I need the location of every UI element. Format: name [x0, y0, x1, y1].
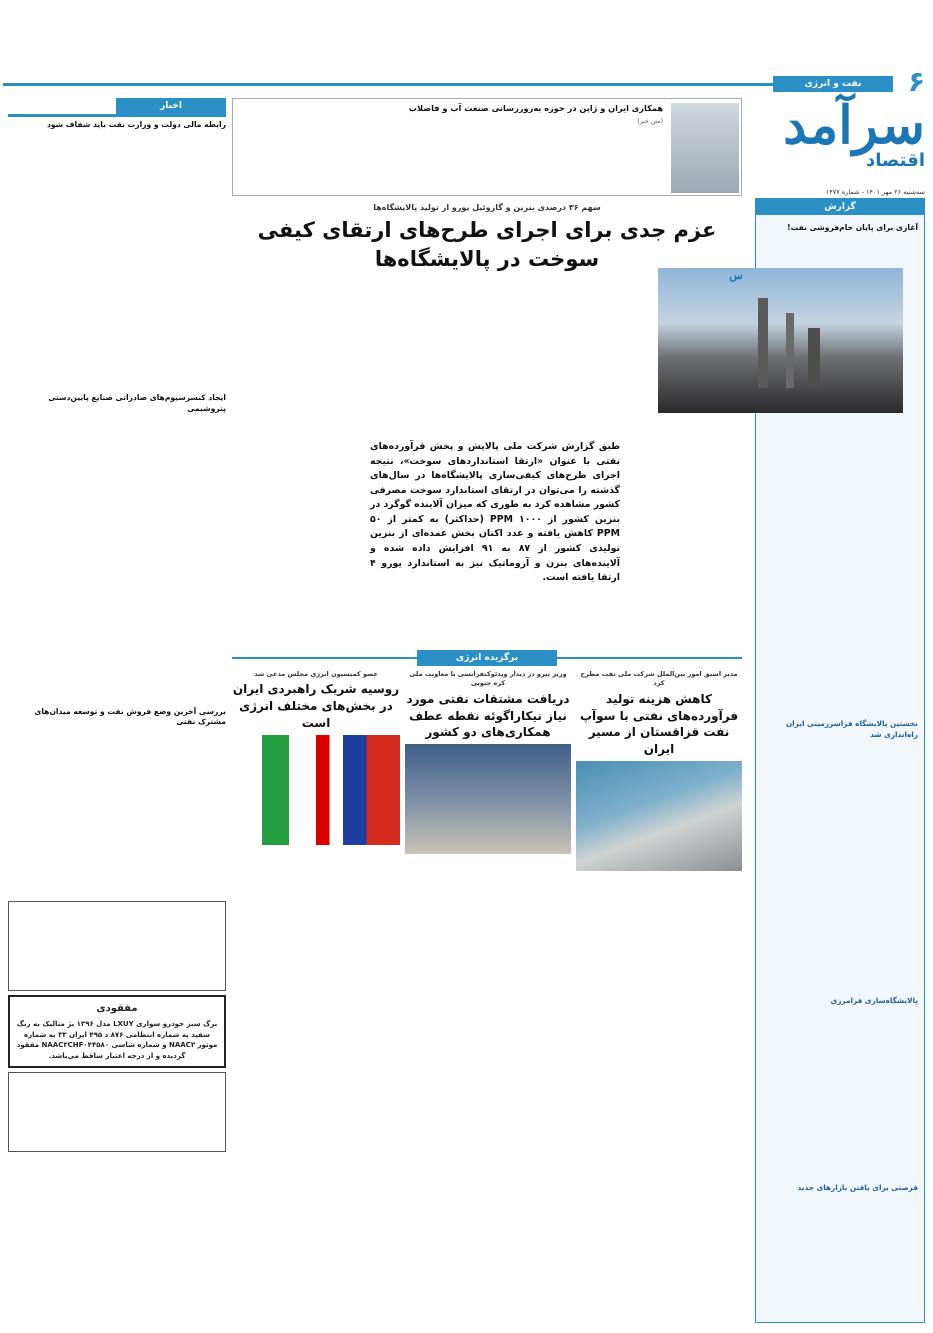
lost-notice-box: [8, 995, 226, 1068]
bottom-article-2-body: [405, 858, 571, 1333]
news-tag-rule: [8, 114, 226, 117]
bottom-article-3: [232, 670, 400, 1320]
news-item-2-title: ایجاد کنسرسیوم‌های صادراتی صنایع پایین‌دستی پتروشیمی: [48, 393, 226, 413]
report-body-2: [762, 742, 918, 992]
newspaper-logo: [755, 95, 925, 192]
bottom-article-1-body: [576, 875, 742, 1333]
logo-main-text: سرآمد: [783, 95, 925, 156]
bottom-article-1-kicker: مدیر اسبق امور بین‌الملل شرکت ملی نفت مطرح کرد: [580, 670, 738, 688]
main-story-kicker: سهم ۳۶ درصدی بنزین و گازوئیل یورو از تولید پالایشگاه‌ها: [373, 203, 601, 212]
report-body-4: [762, 1196, 918, 1333]
energy-picks-tag: برگزیده انرژی: [417, 650, 557, 666]
news-tag: اخبار: [116, 98, 226, 114]
video-conference-photo: [405, 744, 571, 854]
news-item-3-title: بررسی آخرین وضع فروش نفت و توسعه میدان‌های مشترک نفتی: [34, 706, 226, 726]
main-story-body-center: [370, 572, 620, 647]
header-rule: [3, 83, 773, 86]
logo-sub-text: اقتصاد: [865, 150, 925, 171]
main-story-body-right-2: [643, 440, 748, 645]
news-column: [8, 98, 226, 1323]
publisher-box: [8, 1072, 226, 1152]
news-item-1-title: رابطه مالی دولت و وزارت نفت باید شفاف شود: [46, 120, 226, 129]
bottom-article-1: [576, 670, 742, 1320]
main-story-lead: طبق گزارش شرکت ملی پالایش و پخش فرآورده‌های نفتی با عنوان «ارتقا استانداردهای سوخت»، نتیجه اجرای طرح‌های کیفی‌سازی پالایشگاه‌ها در سال‌های گذشته را می‌توان در ارتقای استاندارد سوخت مصرفی کشور مشاهده کرد به طوری که میزان آلاینده گوگرد در بنزین کشور از ۱۰۰۰ PPM (حداکثر) به کمتر از ۵۰ PPM کاهش یافته و عدد اکتان بخش عمده‌ای از بنزین تولیدی کشور از ۸۷ به ۹۱ افزایش داده شده و آلاینده‌های بنزن و آروماتیک نیز به استاندارد یورو ۴ ارتقا یافته است.: [370, 441, 621, 584]
bottom-article-3-headline: روسیه شریک راهبردی ایران در بخش‌های مختلف انرژی است: [232, 682, 400, 731]
bottom-article-2-headline: دریافت مشتقات نفتی مورد نیاز نیکاراگوئه نقطه عطف همکاری‌های دو کشور: [406, 691, 570, 740]
publication-mark-icon: س: [729, 269, 743, 282]
flags-photo: [232, 735, 400, 845]
report-title: آغازی برای پایان خام‌فروشی نفت!: [787, 223, 918, 232]
page-header-bar: [0, 60, 933, 98]
bottom-article-1-headline: کاهش هزینه تولید فرآورده‌های نفتی با سوآپ نفت قزاقستان از مسیر ایران: [579, 691, 739, 757]
page-number: ۶: [907, 65, 925, 98]
lost-notice-title: مفقودی: [96, 1003, 138, 1015]
report-body-3: [762, 1009, 918, 1179]
dateline: سه‌شنبه ۲۶ مهر ۱۴۰۱ - شماره ۱۴۷۷: [825, 188, 925, 196]
ad-box: [8, 901, 226, 991]
refinery-tower-shape: [786, 313, 794, 388]
news-item-2-body: [8, 416, 226, 704]
bottom-article-3-body: [232, 849, 400, 1329]
report-subhead-1: نخستین پالایشگاه فراسرزمینی ایران راه‌اندازی شد: [785, 719, 918, 739]
bottom-article-2: [405, 670, 571, 1320]
main-story-body-left: [232, 268, 382, 648]
news-item-1-body: [8, 132, 226, 390]
section-label: نفت و انرژی: [773, 76, 893, 92]
top-news-headline: همکاری ایران و ژاپن در حوزه به‌روزرسانی صنعت آب و فاضلاب: [408, 103, 663, 113]
main-story-headline: عزم جدی برای اجرای طرح‌های ارتقای کیفی سوخت در پالایشگاه‌ها: [257, 217, 717, 271]
report-subhead-2: پالایشگاه‌سازی فرامرزی: [830, 996, 918, 1006]
refinery-tower-shape: [758, 298, 768, 388]
lost-notice-text: برگ سبز خودرو سواری LXUY مدل ۱۳۹۶ بژ متالیک به رنگ سفید به شماره انتظامی ۸۷۶ د ۴۹۵ ایران ۳۳ به شماره موتور NAAC۳ و شماره شاسی NAAC۳CHF۰۴۴۵۸۰ مفقود گردیده و از درجه اعتبار ساقط می‌باشد.: [16, 1019, 218, 1061]
bottom-article-2-kicker: وزیر نیرو در دیدار ویدئوکنفرانسی با معاونت ملی کره جنوبی: [409, 670, 567, 688]
energy-picks-header: [232, 650, 742, 666]
top-news-body: (متن خبر): [637, 118, 663, 125]
news-item-3-body: [8, 729, 226, 897]
refinery-tower-shape: [808, 328, 820, 388]
report-tag: گزارش: [756, 199, 924, 215]
harbor-photo: [576, 761, 742, 871]
portrait-photo: [671, 103, 739, 193]
bottom-article-3-kicker: عضو کمیسیون انرژی مجلس مدعی شد: [254, 670, 378, 678]
report-subhead-3: فرصتی برای یافتن بازارهای جدید: [797, 1182, 918, 1192]
main-story-body-right: [643, 288, 748, 433]
top-news-box: [232, 98, 742, 196]
